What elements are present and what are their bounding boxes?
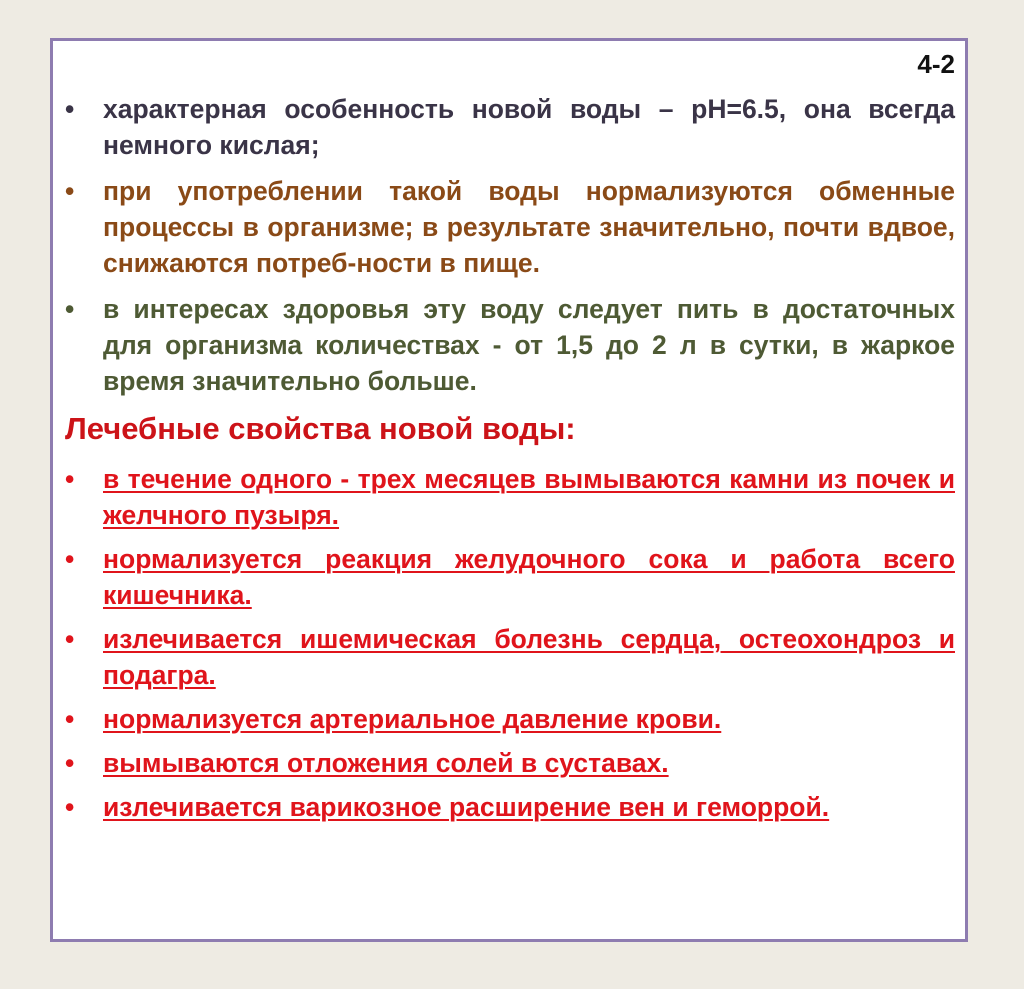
bullet: •: [65, 94, 75, 124]
slide-frame: [50, 38, 968, 942]
list-item-dosage: [65, 291, 955, 399]
list-item-healing: [65, 461, 955, 533]
bullet: •: [65, 624, 75, 654]
list-item-text: характерная особенность новой воды – рН=6.5, она всегда немного кислая;: [103, 94, 955, 160]
list-item-text: в течение одного - трех месяцев вымываются камни из почек и желчного пузыря.: [103, 464, 955, 530]
list-item-text: в интересах здоровья эту воду следует пить в достаточных для организма количествах - от 1,5 до 2 л в сутки, в жаркое время значительно больше.: [103, 294, 955, 396]
bullet: •: [65, 748, 75, 778]
list-item-healing: [65, 745, 955, 781]
list-item-text: нормализуется реакция желудочного сока и работа всего кишечника.: [103, 544, 955, 610]
list-item-healing: [65, 789, 955, 825]
section-heading: Лечебные свойства новой воды:: [65, 411, 576, 446]
list-item-text: излечивается варикозное расширение вен и геморрой.: [103, 792, 830, 822]
list-item-healing: [65, 621, 955, 693]
bullet: •: [65, 294, 75, 324]
bullet: •: [65, 704, 75, 734]
list-item-text: излечивается ишемическая болезнь сердца, остеохондроз и подагра.: [103, 624, 955, 690]
bullet: •: [65, 176, 75, 206]
list-item-text: нормализуется артериальное давление крови.: [103, 704, 722, 734]
bullet: •: [65, 464, 75, 494]
list-item-ph: [65, 91, 955, 163]
list-item-metabolism: [65, 173, 955, 281]
list-item-healing: [65, 701, 955, 737]
list-item-text: при употреблении такой воды нормализуются обменные процессы в организме; в результате значительно, почти вдвое, снижаются потреб-ности в пище.: [103, 176, 955, 278]
bullet: •: [65, 544, 75, 574]
slide-content: [65, 91, 955, 833]
page-number: 4-2: [917, 49, 955, 79]
list-item-text: вымываются отложения солей в суставах.: [103, 748, 669, 778]
bullet: •: [65, 792, 75, 822]
list-item-healing: [65, 541, 955, 613]
